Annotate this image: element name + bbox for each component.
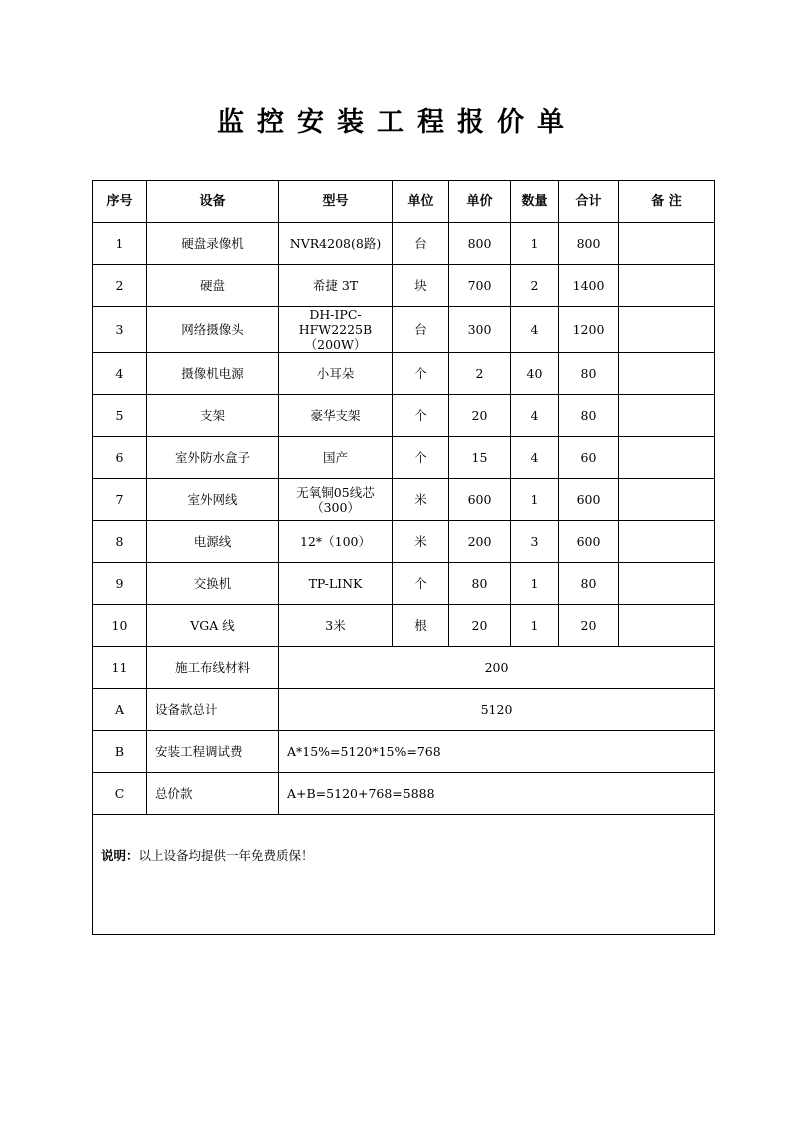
summary-label: 安装工程调试费 <box>147 731 279 773</box>
table-row <box>93 223 715 265</box>
table-header-row <box>93 181 715 223</box>
cell-unit: 根 <box>393 605 449 647</box>
cell-model: 12*（100） <box>279 521 393 563</box>
cell-qty: 1 <box>511 223 559 265</box>
cell-remark <box>619 605 715 647</box>
table-row <box>93 479 715 521</box>
header-index: 序号 <box>93 181 147 223</box>
cell-qty: 2 <box>511 265 559 307</box>
summary-value: 5120 <box>279 689 715 731</box>
cell-unit: 个 <box>393 563 449 605</box>
cell-index: 7 <box>93 479 147 521</box>
cell-price: 15 <box>449 437 511 479</box>
cell-unit: 个 <box>393 437 449 479</box>
cell-price: 20 <box>449 605 511 647</box>
summary-label: 总价款 <box>147 773 279 815</box>
cell-device: VGA 线 <box>147 605 279 647</box>
cell-qty: 4 <box>511 395 559 437</box>
cell-unit: 米 <box>393 521 449 563</box>
table-row <box>93 605 715 647</box>
summary-index: B <box>93 731 147 773</box>
cell-total: 600 <box>559 479 619 521</box>
cell-price: 200 <box>449 521 511 563</box>
cell-total: 80 <box>559 395 619 437</box>
cell-qty: 3 <box>511 521 559 563</box>
cell-index: 4 <box>93 353 147 395</box>
cell-price: 800 <box>449 223 511 265</box>
table-row <box>93 563 715 605</box>
cell-model: 无氧铜05线芯（300） <box>279 479 393 521</box>
cell-model: DH-IPC-HFW2225B（200W） <box>279 307 393 353</box>
cell-remark <box>619 307 715 353</box>
cell-remark <box>619 223 715 265</box>
table-row <box>93 307 715 353</box>
cell-unit: 台 <box>393 223 449 265</box>
summary-row <box>93 773 715 815</box>
cell-qty: 1 <box>511 479 559 521</box>
cell-unit: 个 <box>393 395 449 437</box>
cell-qty: 1 <box>511 563 559 605</box>
cell-total: 600 <box>559 521 619 563</box>
cell-unit: 个 <box>393 353 449 395</box>
cell-device: 摄像机电源 <box>147 353 279 395</box>
cell-model: 豪华支架 <box>279 395 393 437</box>
cell-remark <box>619 265 715 307</box>
table-row <box>93 395 715 437</box>
cell-total: 80 <box>559 353 619 395</box>
header-qty: 数量 <box>511 181 559 223</box>
cell-device: 室外防水盒子 <box>147 437 279 479</box>
cell-price: 20 <box>449 395 511 437</box>
cell-unit: 块 <box>393 265 449 307</box>
header-price: 单价 <box>449 181 511 223</box>
cell-model: TP-LINK <box>279 563 393 605</box>
cell-qty: 1 <box>511 605 559 647</box>
cell-price: 700 <box>449 265 511 307</box>
note-text: 以上设备均提供一年免费质保！ <box>138 848 314 863</box>
note-row <box>93 815 715 935</box>
cell-model: 3米 <box>279 605 393 647</box>
material-value: 200 <box>279 647 715 689</box>
table-row <box>93 265 715 307</box>
cell-unit: 台 <box>393 307 449 353</box>
cell-index: 8 <box>93 521 147 563</box>
cell-index: 2 <box>93 265 147 307</box>
cell-model: 国产 <box>279 437 393 479</box>
cell-remark <box>619 353 715 395</box>
cell-index: 3 <box>93 307 147 353</box>
cell-total: 1400 <box>559 265 619 307</box>
summary-value: A*15%=5120*15%=768 <box>279 731 715 773</box>
cell-remark <box>619 479 715 521</box>
summary-label: 设备款总计 <box>147 689 279 731</box>
header-remark: 备 注 <box>619 181 715 223</box>
cell-device: 网络摄像头 <box>147 307 279 353</box>
cell-device: 支架 <box>147 395 279 437</box>
cell-model: 希捷 3T <box>279 265 393 307</box>
cell-index: 11 <box>93 647 147 689</box>
summary-index: C <box>93 773 147 815</box>
cell-qty: 40 <box>511 353 559 395</box>
cell-price: 80 <box>449 563 511 605</box>
cell-qty: 4 <box>511 437 559 479</box>
material-row <box>93 647 715 689</box>
page-title: 监控安装工程报价单 <box>217 107 577 138</box>
header-unit: 单位 <box>393 181 449 223</box>
cell-model: 小耳朵 <box>279 353 393 395</box>
cell-total: 80 <box>559 563 619 605</box>
table-row <box>93 437 715 479</box>
header-device: 设备 <box>147 181 279 223</box>
cell-index: 1 <box>93 223 147 265</box>
cell-remark <box>619 437 715 479</box>
table-row <box>93 521 715 563</box>
cell-model: NVR4208(8路) <box>279 223 393 265</box>
cell-price: 300 <box>449 307 511 353</box>
summary-index: A <box>93 689 147 731</box>
cell-device: 电源线 <box>147 521 279 563</box>
cell-qty: 4 <box>511 307 559 353</box>
cell-device: 室外网线 <box>147 479 279 521</box>
cell-remark <box>619 521 715 563</box>
header-total: 合计 <box>559 181 619 223</box>
summary-row <box>93 731 715 773</box>
note-cell <box>93 815 715 935</box>
header-model: 型号 <box>279 181 393 223</box>
cell-index: 6 <box>93 437 147 479</box>
cell-index: 10 <box>93 605 147 647</box>
summary-value: A+B=5120+768=5888 <box>279 773 715 815</box>
note-label: 说明： <box>101 848 139 863</box>
cell-index: 5 <box>93 395 147 437</box>
table-row <box>93 353 715 395</box>
cell-unit: 米 <box>393 479 449 521</box>
cell-total: 1200 <box>559 307 619 353</box>
cell-remark <box>619 395 715 437</box>
material-label: 施工布线材料 <box>147 647 279 689</box>
cell-total: 20 <box>559 605 619 647</box>
cell-price: 2 <box>449 353 511 395</box>
cell-index: 9 <box>93 563 147 605</box>
cell-device: 硬盘录像机 <box>147 223 279 265</box>
quote-table <box>92 180 715 935</box>
cell-device: 交换机 <box>147 563 279 605</box>
cell-total: 60 <box>559 437 619 479</box>
cell-remark <box>619 563 715 605</box>
cell-price: 600 <box>449 479 511 521</box>
cell-device: 硬盘 <box>147 265 279 307</box>
cell-total: 800 <box>559 223 619 265</box>
summary-row <box>93 689 715 731</box>
